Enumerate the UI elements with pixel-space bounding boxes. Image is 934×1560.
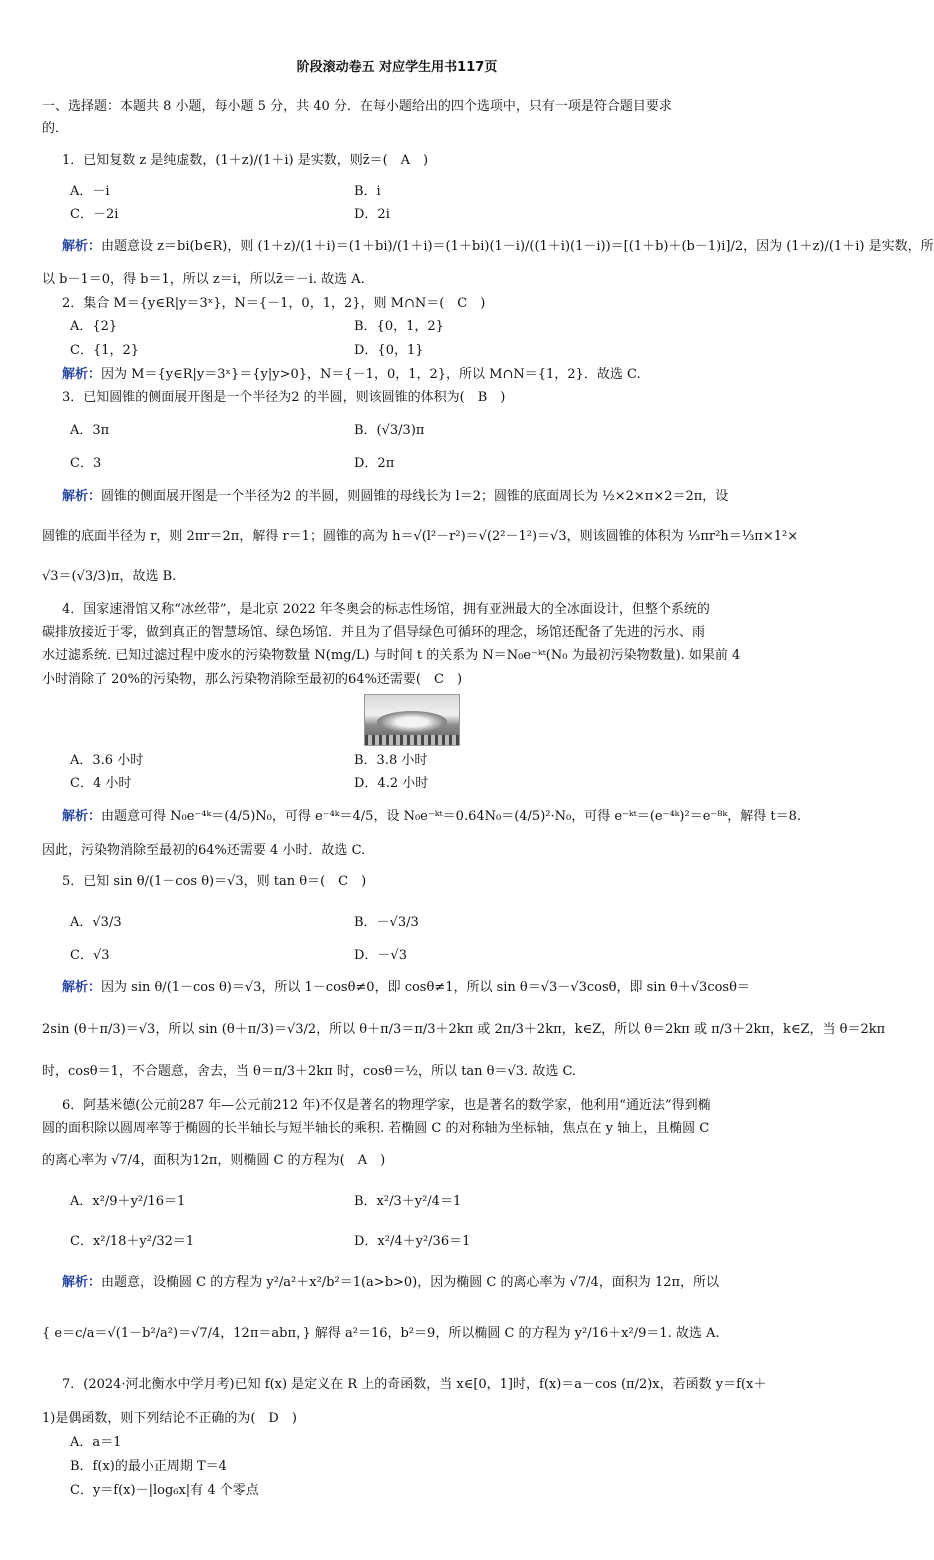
q3-stem: 3．已知圆锥的侧面展开图是一个半径为2 的半圆，则该圆锥的体积为( B ) (62, 390, 506, 405)
stadium-shape (377, 711, 447, 733)
q6-solution-cont: { e＝c/a＝√(1－b²/a²)＝√7/4，12π＝abπ，} 解得 a²＝16，b²＝9，所以椭圆 C 的方程为 y²/16＋x²/9＝1. 故选 A. (42, 1326, 720, 1341)
q4-stem-cont2: 水过滤系统. 已知过滤过程中废水的污染物数量 N(mg/L) 与时间 t 的关系为 N＝N₀e⁻ᵏᵗ(N₀ 为最初污染物数量). 如果前 4 (42, 648, 741, 663)
q4-option-c: C．4 小时 (70, 776, 132, 791)
section-instruction: 一、选择题：本题共 8 小题，每小题 5 分，共 40 分．在每小题给出的四个选项中，只有一项是符合题目要求 (42, 99, 672, 114)
q6-stem: 6．阿基米德(公元前287 年—公元前212 年)不仅是著名的物理学家，也是著名的数学家，他利用“通近法”得到椭 (62, 1098, 711, 1113)
q2-stem: 2．集合 M＝{y∈R|y＝3ˣ}，N＝{－1，0，1，2}，则 M∩N＝( C ) (62, 296, 486, 311)
q6-option-a: A．x²/9＋y²/16＝1 (70, 1194, 186, 1209)
q5-solution-cont: 2sin (θ＋π/3)＝√3，所以 sin (θ＋π/3)＝√3/2，所以 θ＋π/3＝π/3＋2kπ 或 2π/3＋2kπ，k∈Z，所以 θ＝2kπ 或 π/3＋2kπ，k∈Z，当 θ＝2kπ (42, 1022, 886, 1037)
q5-stem: 5．已知 sin θ/(1－cos θ)＝√3，则 tan θ＝( C ) (62, 874, 367, 889)
q7-stem: 7．(2024·河北衡水中学月考)已知 f(x) 是定义在 R 上的奇函数，当 x∈[0，1]时，f(x)＝a－cos (π/2)x，若函数 y＝f(x＋ (62, 1377, 767, 1392)
q7-stem-cont: 1)是偶函数，则下列结论不正确的为( D ) (42, 1411, 297, 1426)
q2-option-d: D．{0，1} (354, 343, 424, 358)
q6-solution (62, 1274, 754, 1292)
solution-label: 解析： (62, 809, 102, 824)
q1-option-d: D．2i (354, 207, 390, 222)
q3-solution-cont: 圆锥的底面半径为 r，则 2πr＝2π，解得 r＝1；圆锥的高为 h＝√(l²－r²)＝√(2²－1²)＝√3，则该圆锥的体积为 ⅓πr²h＝⅓π×1²× (42, 529, 799, 544)
q1-stem: 1．已知复数 z 是纯虚数，(1＋z)/(1＋i) 是实数，则z̄＝( A ) (62, 153, 429, 168)
q3-solution-text: 圆锥的侧面展开图是一个半径为2 的半圆，则圆锥的母线长为 l＝2；圆锥的底面周长为 ½×2×π×2＝2π，设 (101, 489, 729, 504)
q6-option-d: D．x²/4＋y²/36＝1 (354, 1234, 471, 1249)
q4-stem: 4．国家速滑馆又称“冰丝带”，是北京 2022 年冬奥会的标志性场馆，拥有亚洲最大的全冰面设计，但整个系统的 (62, 602, 710, 617)
solution-label: 解析： (62, 489, 102, 504)
q3-option-a: A．3π (70, 423, 110, 438)
q2-option-a: A．{2} (70, 319, 118, 334)
q7-option-a: A．a＝1 (70, 1435, 122, 1450)
q6-solution-text: 由题意，设椭圆 C 的方程为 y²/a²＋x²/b²＝1(a>b>0)，因为椭圆 C 的离心率为 √7/4，面积为 12π，所以 (101, 1275, 720, 1290)
q6-stem-cont2: 的离心率为 √7/4，面积为12π，则椭圆 C 的方程为( A ) (42, 1153, 386, 1168)
q3-solution (62, 488, 754, 506)
q1-solution (62, 238, 934, 256)
q2-solution (62, 366, 754, 384)
q3-option-c: C．3 (70, 456, 102, 471)
q1-solution-cont: 以 b－1＝0，得 b＝1，所以 z＝i，所以z̄＝－i. 故选 A. (42, 272, 365, 287)
q3-solution-cont2: √3＝(√3/3)π，故选 B. (42, 569, 177, 584)
q4-option-d: D．4.2 小时 (354, 776, 429, 791)
q6-option-c: C．x²/18＋y²/32＝1 (70, 1234, 195, 1249)
q5-option-a: A．√3/3 (70, 915, 122, 930)
stadium-ground (365, 735, 459, 745)
solution-label: 解析： (62, 367, 102, 382)
q7-option-b: B．f(x)的最小正周期 T＝4 (70, 1459, 227, 1474)
q4-solution-cont: 因此，污染物消除至最初的64%还需要 4 小时．故选 C. (42, 843, 366, 858)
q4-stem-cont: 碳排放接近于零，做到真正的智慧场馆、绿色场馆．并且为了倡导绿色可循环的理念，场馆还配备了先进的污水、雨 (42, 625, 706, 640)
section-instruction-cont: 的． (42, 121, 69, 136)
q7-option-c: C．y＝f(x)－|log₆x|有 4 个零点 (70, 1483, 259, 1498)
q4-solution-text: 由题意可得 N₀e⁻⁴ᵏ＝(4/5)N₀，可得 e⁻⁴ᵏ＝4/5，设 N₀e⁻ᵏᵗ＝0.64N₀＝(4/5)²·N₀，可得 e⁻ᵏᵗ＝(e⁻⁴ᵏ)²＝e⁻⁸ᵏ，解得 t＝8. (101, 809, 801, 824)
q2-solution-text: 因为 M＝{y∈R|y＝3ˣ}＝{y|y>0}，N＝{－1，0，1，2}，所以 M∩N＝{1，2}．故选 C. (101, 367, 641, 382)
q3-option-d: D．2π (354, 456, 395, 471)
q4-option-b: B．3.8 小时 (354, 753, 428, 768)
solution-label: 解析： (62, 1275, 102, 1290)
solution-label: 解析： (62, 980, 102, 995)
q1-solution-text: 由题意设 z＝bi(b∈R)，则 (1＋z)/(1＋i)＝(1＋bi)/(1＋i)＝(1＋bi)(1－i)/((1＋i)(1－i))＝[(1＋b)＋(b－1)i]/2，因为 (1＋z)/(1＋i) 是实数，所 (101, 239, 934, 254)
q5-option-b: B．－√3/3 (354, 915, 419, 930)
q5-option-d: D．－√3 (354, 948, 407, 963)
q5-solution-text: 因为 sin θ/(1－cos θ)＝√3，所以 1－cosθ≠0，即 cosθ≠1，所以 sin θ＝√3－√3cosθ，即 sin θ＋√3cosθ＝ (101, 980, 750, 995)
q1-option-a: A．－i (70, 184, 110, 199)
page-title: 阶段滚动卷五 对应学生用书117页 (296, 60, 498, 75)
q5-solution-cont2: 时，cosθ＝1，不合题意，舍去，当 θ＝π/3＋2kπ 时，cosθ＝½，所以 tan θ＝√3. 故选 C. (42, 1064, 577, 1079)
q4-solution (62, 808, 801, 826)
q4-stem-cont3: 小时消除了 20%的污染物，那么污染物消除至最初的64%还需要( C ) (42, 672, 463, 687)
q1-option-b: B．i (354, 184, 381, 199)
stadium-photo (364, 694, 460, 746)
q6-stem-cont: 圆的面积除以圆周率等于椭圆的长半轴长与短半轴长的乘积. 若椭圆 C 的对称轴为坐标轴，焦点在 y 轴上，且椭圆 C (42, 1121, 710, 1136)
q1-option-c: C．－2i (70, 207, 119, 222)
solution-label: 解析： (62, 239, 102, 254)
q5-option-c: C．√3 (70, 948, 110, 963)
q5-solution (62, 979, 754, 997)
q6-option-b: B．x²/3＋y²/4＝1 (354, 1194, 462, 1209)
q2-option-c: C．{1，2} (70, 343, 140, 358)
q4-option-a: A．3.6 小时 (70, 753, 144, 768)
q2-option-b: B．{0，1，2} (354, 319, 444, 334)
q3-option-b: B．(√3/3)π (354, 423, 425, 438)
